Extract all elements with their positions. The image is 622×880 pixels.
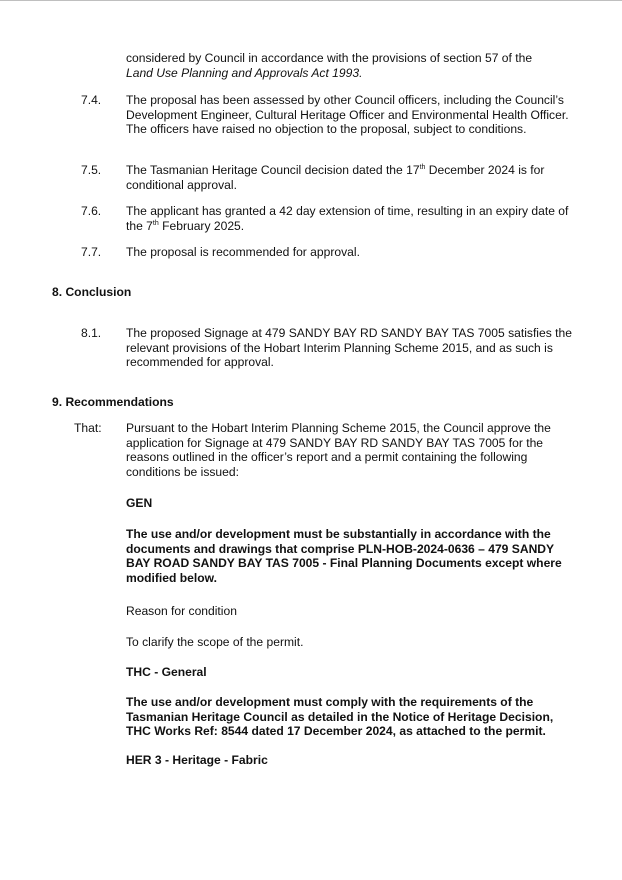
item-7-5-text-a: The Tasmanian Heritage Council decision dated the 17 <box>126 163 420 177</box>
page-top-border <box>0 0 622 1</box>
item-number-7-4: 7.4. <box>81 93 102 107</box>
item-7-5-superscript: th <box>419 163 426 171</box>
condition-heading-her3: HER 3 - Heritage - Fabric <box>126 753 268 767</box>
reason-text: To clarify the scope of the permit. <box>126 635 304 649</box>
act-title: Land Use Planning and Approvals Act 1993. <box>126 65 363 80</box>
item-8-1-text: The proposed Signage at 479 SANDY BAY RD SANDY BAY TAS 7005 satisfies the relevant provisions of the Hobart Interim Planning Scheme 2015, and as such is recommended for approval. <box>126 326 572 370</box>
item-number-7-6: 7.6. <box>81 204 102 218</box>
section-7-3-line: considered by Council in accordance with the provisions of section 57 of the <box>126 51 533 65</box>
section-7-3-continuation <box>126 51 576 80</box>
item-7-6-text-b: February 2025. <box>158 218 245 233</box>
item-7-5-text <box>126 163 576 192</box>
condition-thc-text: The use and/or development must comply with the requirements of the Tasmanian Heritage Council as detailed in the Notice of Heritage Decision, THC Works Ref: 8544 dated 17 December 2024, as attached to the permit. <box>126 695 554 739</box>
condition-gen-text: The use and/or development must be substantially in accordance with the documents and drawings that comprise PLN-HOB-2024-0636 – 479 SANDY BAY ROAD SANDY BAY TAS 7005 - Final Planning Documents except where modified below. <box>126 527 562 585</box>
item-7-6-text-a: The applicant has granted a 42 day extension of time, resulting in an expiry date of the 7 <box>126 204 569 233</box>
section-heading-recommendations: 9. Recommendations <box>52 395 174 409</box>
item-7-6-superscript: th <box>152 219 159 227</box>
item-7-6-text <box>126 204 576 233</box>
recommendation-text: Pursuant to the Hobart Interim Planning Scheme 2015, the Council approve the application for Signage at 479 SANDY BAY RD SANDY BAY TAS 7005 for the reasons outlined in the officer’s report and a permit containing the following conditions be issued: <box>126 421 551 479</box>
item-number-7-5: 7.5. <box>81 163 102 177</box>
item-number-8-1: 8.1. <box>81 326 102 340</box>
item-7-7-text: The proposal is recommended for approval. <box>126 245 360 259</box>
item-7-4-text: The proposal has been assessed by other Council officers, including the Council’s Development Engineer, Cultural Heritage Officer and Environmental Health Officer. The officers have raised no objection to the proposal, subject to conditions. <box>126 93 569 137</box>
condition-heading-thc: THC - General <box>126 665 207 679</box>
that-label: That: <box>74 421 102 435</box>
reason-label: Reason for condition <box>126 604 237 618</box>
section-heading-conclusion: 8. Conclusion <box>52 285 132 299</box>
condition-heading-gen: GEN <box>126 496 153 510</box>
item-7-5-text-b: December 2024 is for conditional approval. <box>126 163 545 192</box>
item-number-7-7: 7.7. <box>81 245 102 259</box>
